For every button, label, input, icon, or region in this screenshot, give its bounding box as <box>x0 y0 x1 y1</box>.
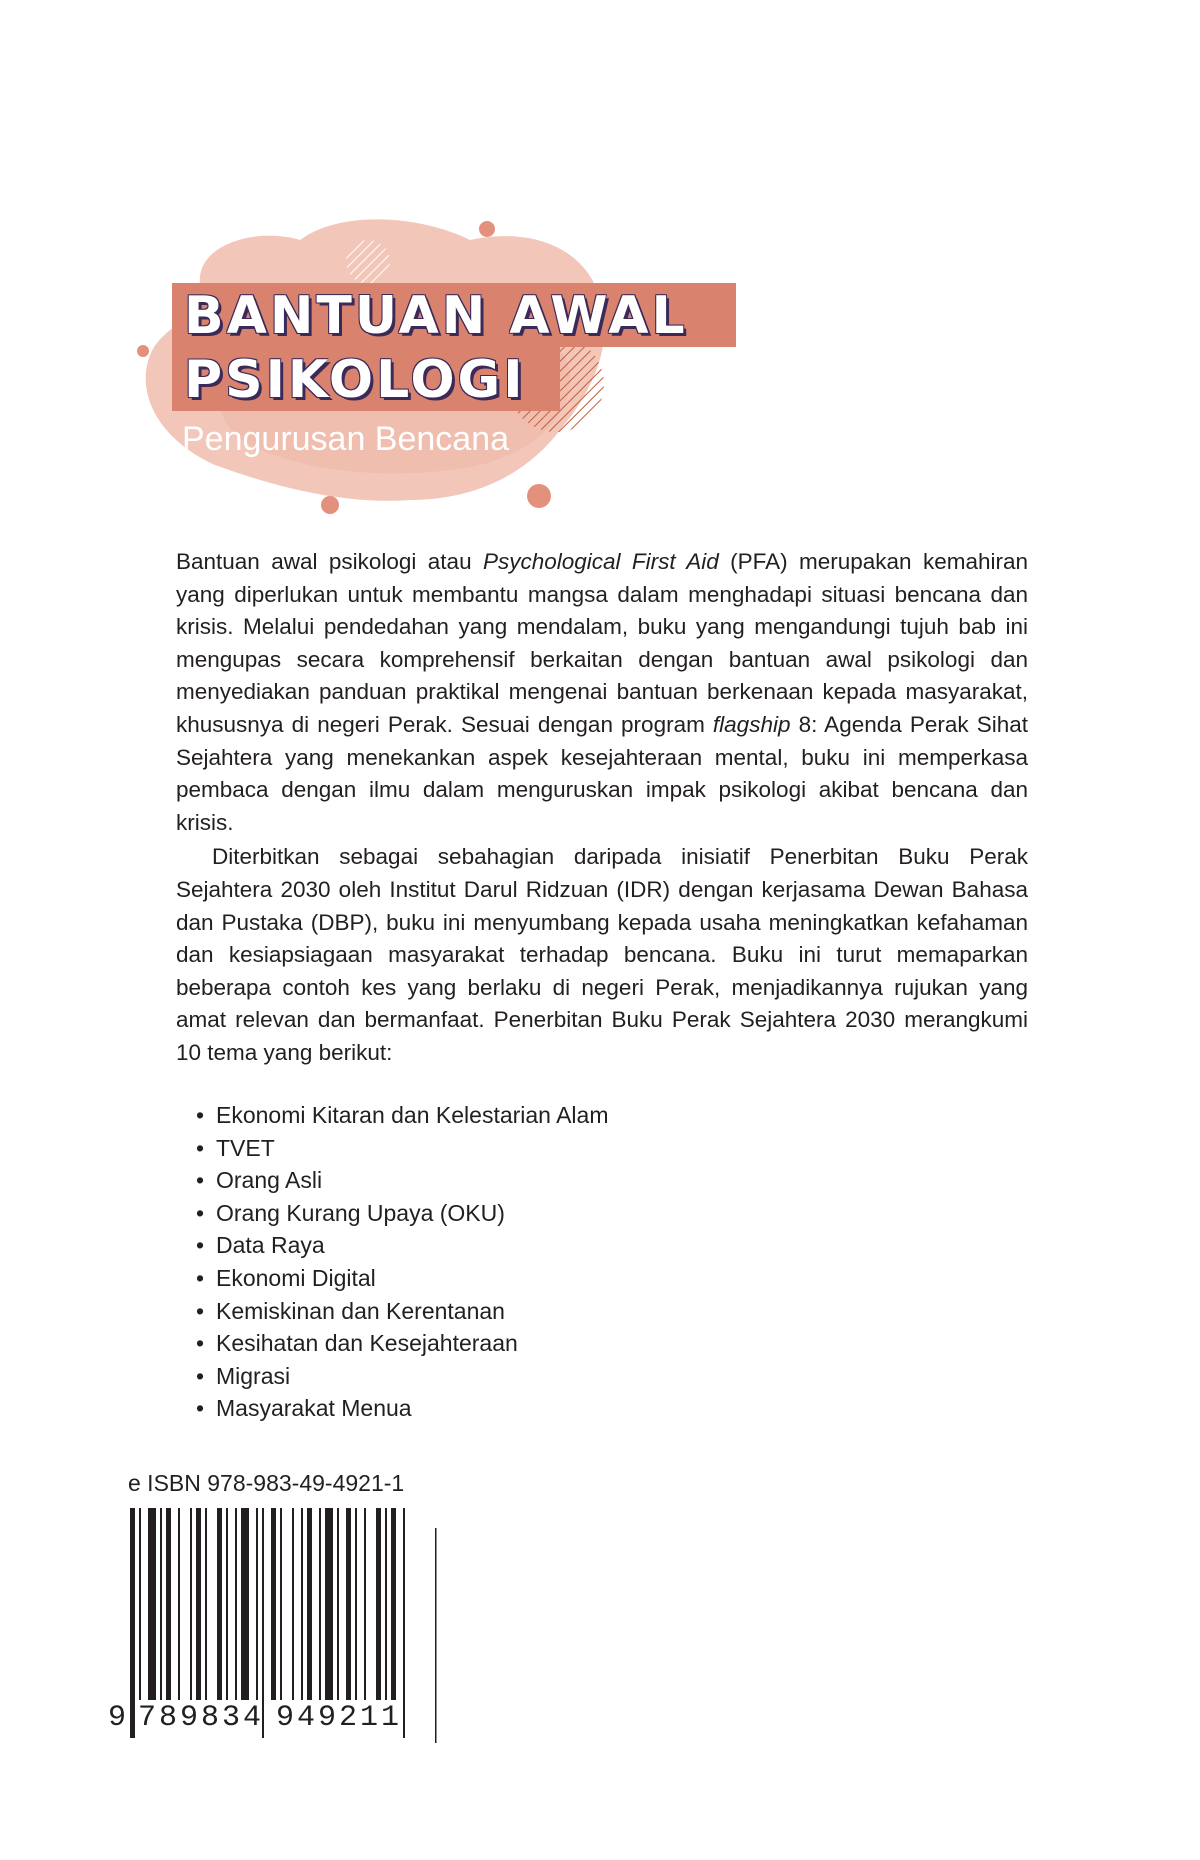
list-item-label: Orang Asli <box>216 1167 323 1194</box>
decorative-blob-illustration <box>0 0 1200 560</box>
bullet: • <box>196 1232 205 1259</box>
list-item <box>196 1295 609 1328</box>
barcode-digit-lead: 9 <box>108 1701 127 1735</box>
dot <box>527 484 551 508</box>
title-line-1: BANTUAN AWAL <box>184 286 688 346</box>
barcode-bar <box>307 1508 312 1700</box>
text-run-italic: Psychological First Aid <box>482 549 719 574</box>
barcode-bar <box>205 1508 207 1700</box>
list-item <box>196 1229 609 1262</box>
bullet: • <box>196 1264 205 1291</box>
bullet: • <box>196 1167 205 1194</box>
barcode-bar <box>280 1508 282 1700</box>
list-item-label: Masyarakat Menua <box>216 1395 412 1422</box>
barcode-edge-line <box>435 1528 437 1743</box>
text-run-italic: flagship <box>712 711 791 737</box>
barcode-bar <box>235 1508 237 1700</box>
bullet: • <box>196 1297 205 1324</box>
list-item-label: TVET <box>216 1134 275 1161</box>
barcode-bar <box>355 1508 357 1700</box>
hatched-circle-top <box>346 240 390 284</box>
barcode-bar <box>160 1508 162 1700</box>
barcode-bar <box>385 1508 387 1700</box>
text-run: 8: Agenda Perak Sihat Sejahtera yang menekankan aspek kesejahteraan mental, buku ini memperkasa pembaca dengan ilmu dalam menguruskan impak psikologi akibat bencana dan krisis. <box>176 711 1028 835</box>
isbn-label: e ISBN 978-983-49-4921-1 <box>128 1470 405 1496</box>
list-item <box>196 1164 609 1197</box>
text-run: Bantuan awal psikologi atau <box>176 549 483 574</box>
barcode-bar <box>403 1508 405 1738</box>
list-item <box>196 1262 609 1295</box>
list-item <box>196 1132 609 1165</box>
list-item <box>196 1099 609 1132</box>
list-item-label: Data Raya <box>216 1232 325 1259</box>
barcode-bar <box>256 1508 258 1700</box>
list-item-label: Ekonomi Kitaran dan Kelestarian Alam <box>216 1102 609 1128</box>
synopsis-paragraph-1 <box>176 546 1028 839</box>
list-item <box>196 1392 609 1425</box>
list-item <box>196 1197 609 1230</box>
list-item-label: Kesihatan dan Kesejahteraan <box>216 1330 518 1357</box>
list-item-label: Kemiskinan dan Kerentanan <box>216 1297 505 1324</box>
barcode-bar <box>148 1508 156 1700</box>
text-run: (PFA) merupakan kemahiran yang diperlukan untuk membantu mangsa dalam menghadapi situasi bencana dan krisis. Melalui pendedahan yang mendalam, buku yang mengandungi tujuh bab ini mengupas secara komprehensif berkaitan dengan bantuan awal psikologi dan menyediakan panduan praktikal mengenai bantuan berkenaan kepada masyarakat, khususnya di negeri Perak. Sesuai dengan program <box>176 549 1028 737</box>
subtitle: Pengurusan Bencana <box>182 420 510 458</box>
barcode-bar <box>196 1508 201 1700</box>
barcode-digit-group: 789834 <box>138 1701 265 1735</box>
barcode-bar <box>226 1508 228 1700</box>
dot <box>137 345 149 357</box>
barcode-bar <box>166 1508 171 1700</box>
bullet: • <box>196 1102 205 1128</box>
themes-list <box>196 1099 609 1425</box>
barcode-bar <box>271 1508 276 1700</box>
dot <box>479 221 495 237</box>
list-item <box>196 1360 609 1393</box>
bullet: • <box>196 1362 205 1389</box>
bullet: • <box>196 1134 205 1161</box>
barcode-bar <box>325 1508 333 1700</box>
barcode-bar <box>364 1508 366 1700</box>
title-line-2: PSIKOLOGI <box>184 350 526 410</box>
barcode-bar <box>337 1508 339 1700</box>
synopsis <box>176 546 1028 1070</box>
barcode-bar <box>241 1508 249 1700</box>
barcode-bar <box>217 1508 222 1700</box>
barcode-bar <box>130 1508 135 1738</box>
list-item <box>196 1327 609 1360</box>
bullet: • <box>196 1330 205 1357</box>
list-item-label: Orang Kurang Upaya (OKU) <box>216 1199 505 1226</box>
bullet: • <box>196 1395 205 1422</box>
barcode-bar <box>319 1508 321 1700</box>
barcode-bar <box>376 1508 381 1700</box>
barcode-bar <box>190 1508 192 1700</box>
bullet: • <box>196 1199 205 1226</box>
synopsis-paragraph-2: Diterbitkan sebagai sebahagian daripada inisiatif Penerbitan Buku Perak Sejahtera 2030 oleh Institut Darul Ridzuan (IDR) dengan kerjasama Dewan Bahasa dan Pustaka (DBP), buku ini menyumbang kepada usaha meningkatkan kefahaman dan kesiapsiagaan masyarakat terhadap bencana. Buku ini turut memaparkan beberapa contoh kes yang berlaku di negeri Perak, menjadikannya rujukan yang amat relevan dan bermanfaat. Penerbitan Buku Perak Sejahtera 2030 merangkumi 10 tema yang berikut: <box>176 844 1028 1065</box>
barcode-digit-group: 949211 <box>276 1701 403 1735</box>
dot <box>321 496 339 514</box>
barcode-bar <box>346 1508 351 1700</box>
title-graphic <box>0 0 1200 560</box>
barcode-bar <box>292 1508 294 1700</box>
barcode-bar <box>178 1508 180 1700</box>
list-item-label: Ekonomi Digital <box>216 1264 376 1291</box>
barcode-bar <box>301 1508 303 1700</box>
barcode-bar <box>391 1508 396 1700</box>
list-item-label: Migrasi <box>216 1362 291 1389</box>
barcode-bar <box>139 1508 141 1700</box>
